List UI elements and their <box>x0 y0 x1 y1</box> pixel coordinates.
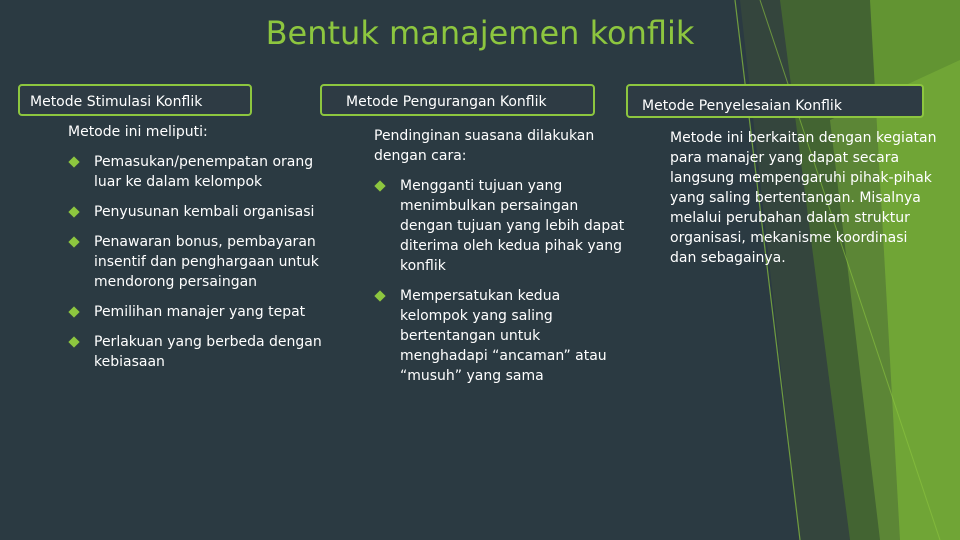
slide-title: Bentuk manajemen konflik <box>265 14 695 52</box>
description-text: Metode ini berkaitan dengan kegiatan para manajer yang dapat secara langsung mempengaruhi pihak-pihak yang saling bertentangan. Misalnya melalui perubahan dalam struktur organisasi, mekanisme koordinasi dan sebagainya. <box>670 130 937 266</box>
bullet-list <box>68 152 338 372</box>
list-item: Penyusunan kembali organisasi <box>68 202 338 222</box>
header-pengurangan: Metode Pengurangan Konflik <box>320 84 595 116</box>
list-item: Mempersatukan kedua kelompok yang saling bertentangan untuk menghadapi “ancaman” atau “musuh” yang sama <box>374 286 629 386</box>
diamond-bullet-icon <box>68 236 79 247</box>
list-item: Penawaran bonus, pembayaran insentif dan penghargaan untuk mendorong persaingan <box>68 232 338 292</box>
header-stimulasi: Metode Stimulasi Konflik <box>18 84 252 116</box>
diamond-bullet-icon <box>68 206 79 217</box>
header-penyelesaian: Metode Penyelesaian Konflik <box>626 84 924 118</box>
column-pengurangan <box>374 126 629 396</box>
diamond-bullet-icon <box>374 290 385 301</box>
diamond-bullet-icon <box>68 156 79 167</box>
list-item: Mengganti tujuan yang menimbulkan persaingan dengan tujuan yang lebih dapat diterima oleh kedua pihak yang konflik <box>374 176 629 276</box>
diamond-bullet-icon <box>68 336 79 347</box>
list-item: Pemasukan/penempatan orang luar ke dalam kelompok <box>68 152 338 192</box>
column-stimulasi <box>68 122 338 382</box>
intro-text: Metode ini meliputi: <box>68 124 208 140</box>
intro-text: Pendinginan suasana dilakukan dengan cara: <box>374 128 595 164</box>
diamond-bullet-icon <box>374 180 385 191</box>
list-item: Perlakuan yang berbeda dengan kebiasaan <box>68 332 338 372</box>
diamond-bullet-icon <box>68 306 79 317</box>
column-penyelesaian <box>670 128 938 268</box>
list-item: Pemilihan manajer yang tepat <box>68 302 338 322</box>
bullet-list <box>374 176 629 386</box>
